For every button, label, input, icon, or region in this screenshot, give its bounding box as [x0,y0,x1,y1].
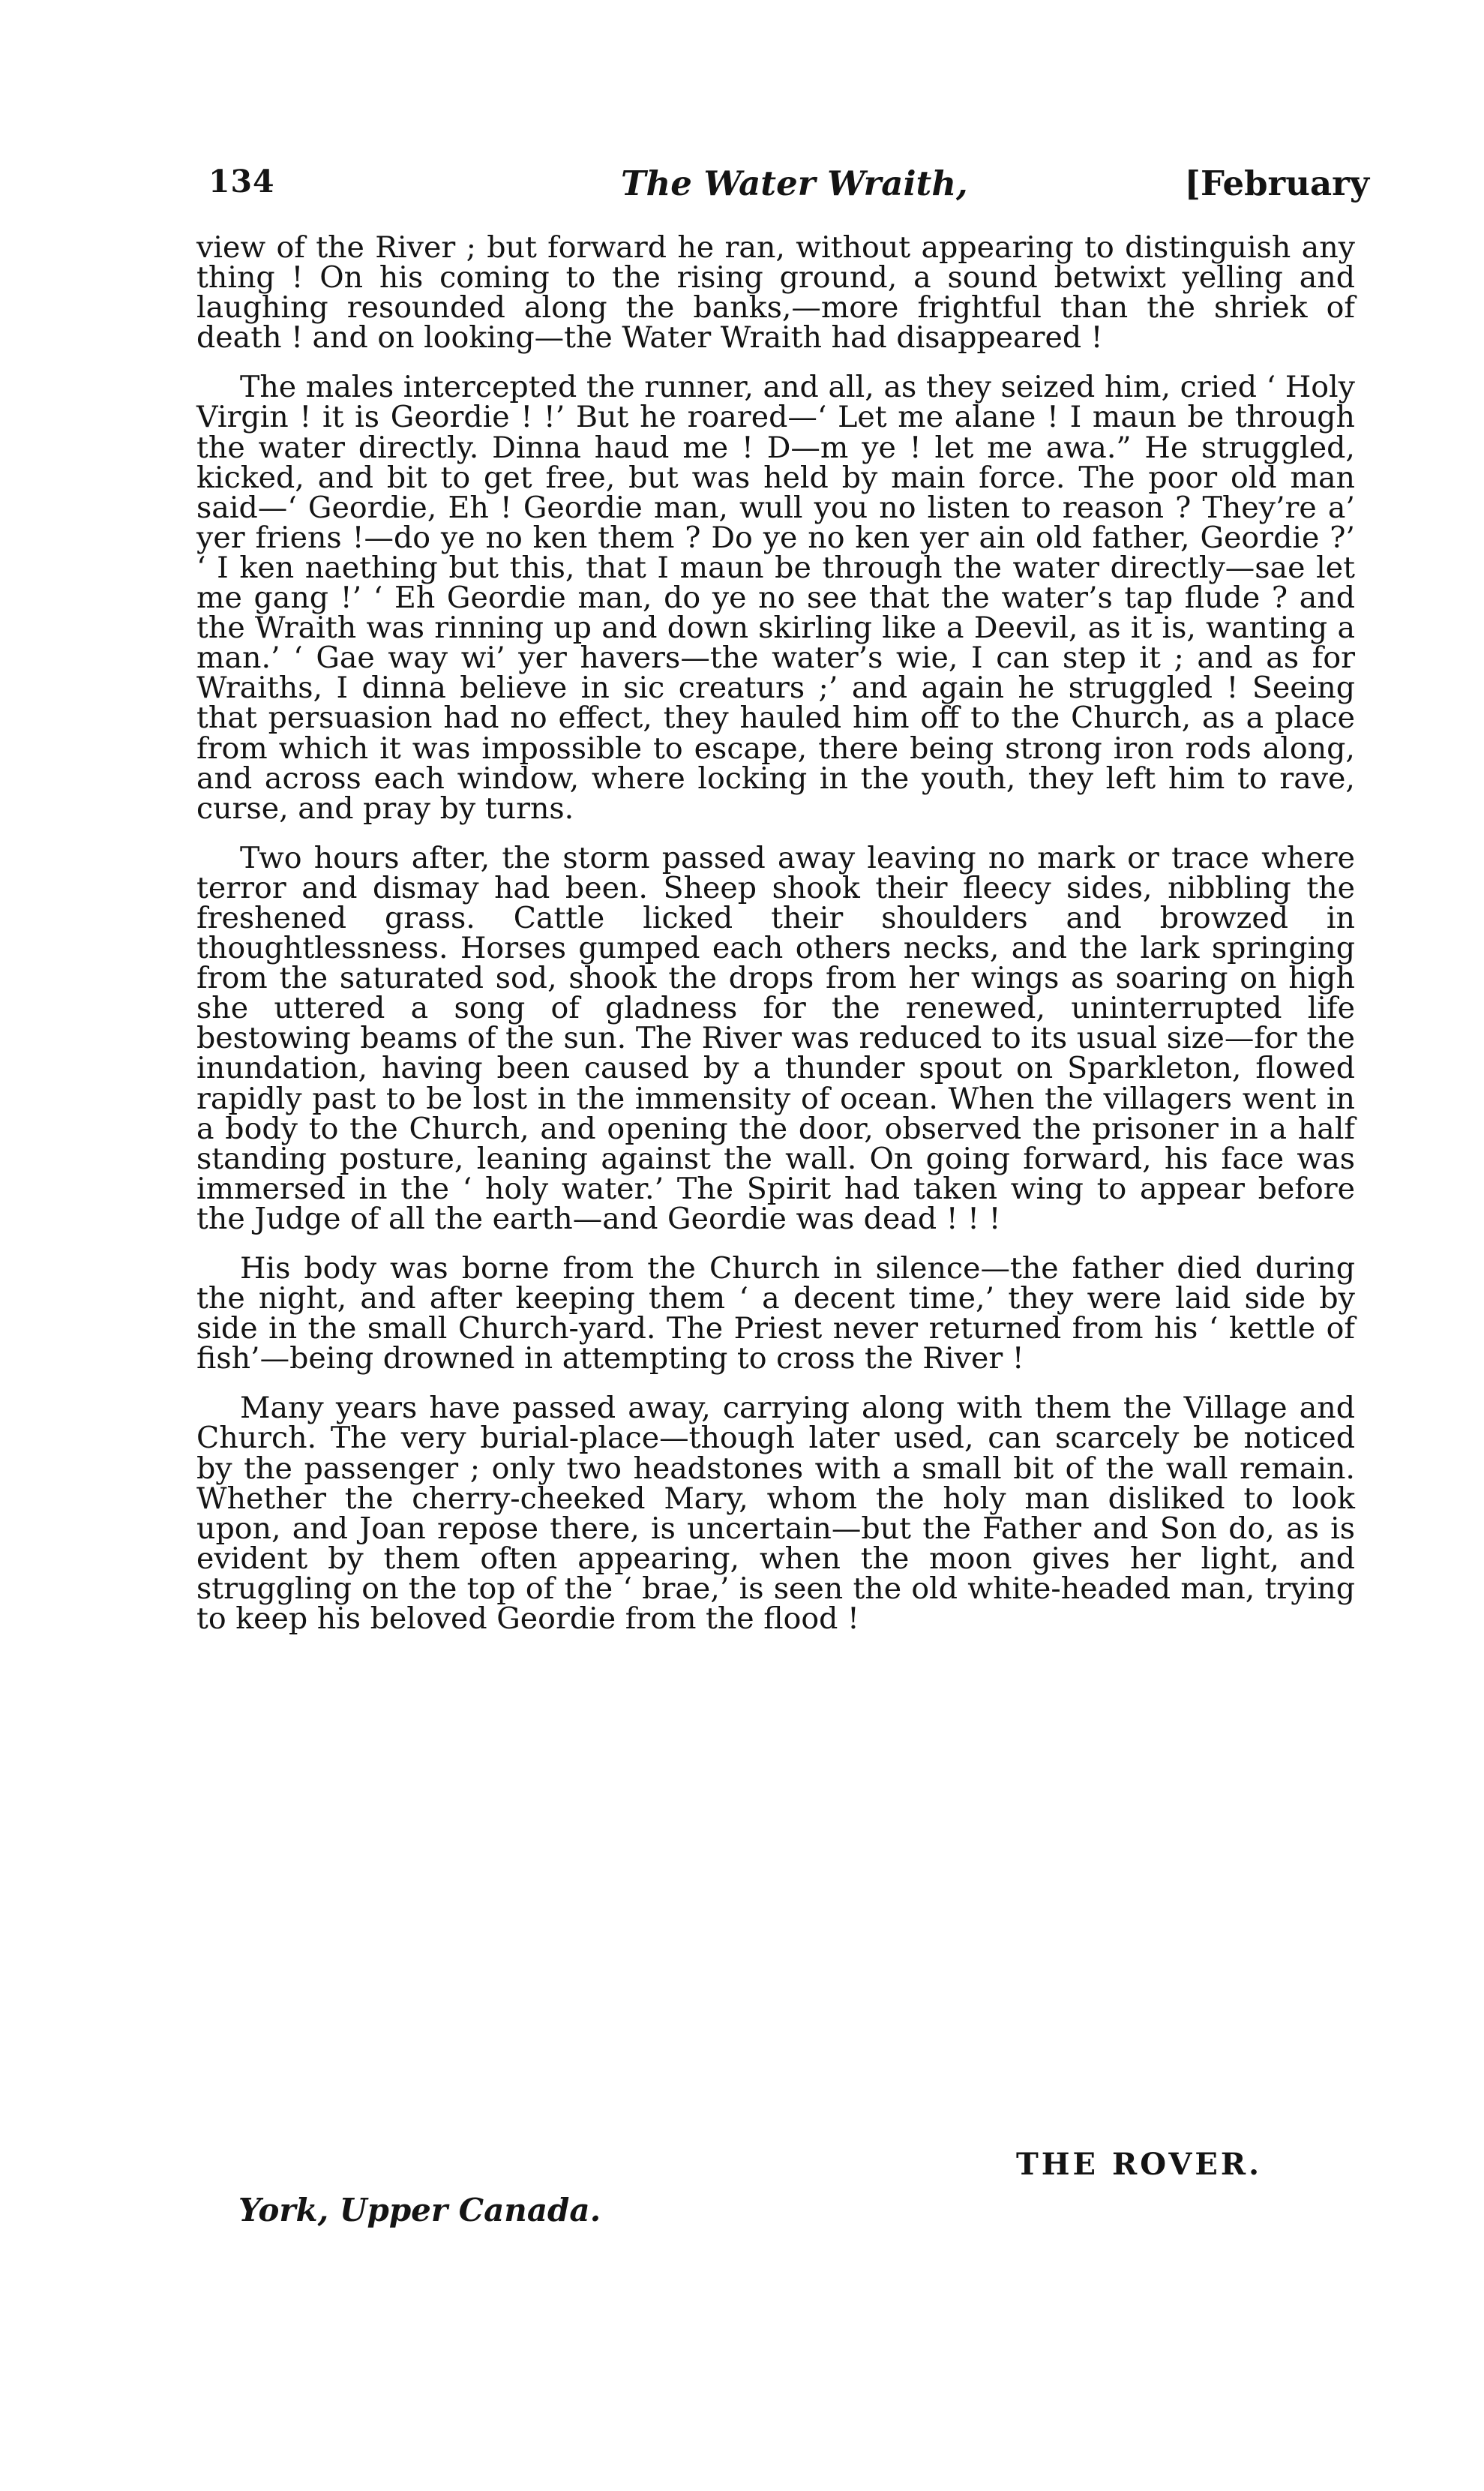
page-header [208,164,1369,216]
author-signature: THE ROVER. [1016,2147,1263,2182]
header-month: [February [1184,164,1369,203]
paragraph: The males intercepted the runner, and all, as they seized him, cried ‘ Holy Virgin ! it is Geordie ! !’ But he roared—‘ Let me alane ! I maun be through the water directly. Dinna haud me ! D—m ye ! let me awa.” He struggled, kicked, and bit to get free, but was held by main force. The poor old man said—‘ Geordie, Eh ! Geordie man, wull you no listen to reason ? They’re a’ yer friens !—do ye no ken them ? Do ye no ken yer ain old father, Geordie ?’ ‘ I ken naething but this, that I maun be through the water directly—sae let me gang !’ ‘ Eh Geordie man, do ye no see that the water’s tap flude ? and the Wraith was rinning up and down skirling like a Deevil, as it is, wanting a man.’ ‘ Gae way wi’ yer havers—the water’s wie, I can step it ; and as for Wraiths, I dinna believe in sic creaturs ;’ and again he struggled ! Seeing that persuasion had no effect, they hauled him off to the Church, as a place from which it was impossible to escape, there being strong iron rods along, and across each window, where locking in the youth, they left him to rave, curse, and pray by turns. [196,370,1355,826]
paragraph: His body was borne from the Church in silence—the father died during the night, and after keeping them ‘ a decent time,’ they were laid side by side in the small Church-yard. The Priest never returned from his ‘ kettle of fish’—being drowned in attempting to cross the River ! [196,1251,1355,1376]
paragraph: Two hours after, the storm passed away leaving no mark or trace where terror and dismay had been. Sheep shook their fleecy sides, nibbling the freshened grass. Cattle licked their shoulders and browzed in thoughtlessness. Horses gumped each others necks, and the lark springing from the saturated sod, shook the drops from her wings as soaring on high she uttered a song of gladness for the renewed, uninterrupted life bestowing beams of the sun. The River was reduced to its usual size—for the inundation, having been caused by a thunder spout on Sparkleton, flowed rapidly past to be lost in the immensity of ocean. When the villagers went in a body to the Church, and opening the door, observed the prisoner in a half standing posture, leaning against the wall. On going forward, his face was immersed in the ‘ holy water.’ The Spirit had taken wing to appear before the Judge of all the earth—and Geordie was dead ! ! ! [196,840,1355,1236]
body-text [196,230,1355,1637]
paragraph-gap [196,824,1355,843]
place-line: York, Upper Canada. [238,2192,601,2228]
running-title: The Water Wraith, [621,164,968,203]
paragraph: Many years have passed away, carrying along with them the Village and Church. The very burial-place—though later used, can scarcely be noticed by the passenger ; only two headstones with a small bit of the wall remain. Whether the cherry-cheeked Mary, whom the holy man disliked to look upon, and Joan repose there, is uncertain—but the Father and Son do, as is evident by them often appearing, when the moon gives her light, and struggling on the top of the ‘ brae,’ is seen the old white-headed man, trying to keep his beloved Geordie from the flood ! [196,1391,1355,1637]
paragraph-continuation: view of the River ; but forward he ran, without appearing to distinguish any thing ! On his coming to the rising ground, a sound betwixt yelling and laughing resounded along the banks,—more frightful than the shriek of death ! and on looking—the Water Wraith had disappeared ! [196,230,1355,356]
page-number: 134 [208,164,275,200]
